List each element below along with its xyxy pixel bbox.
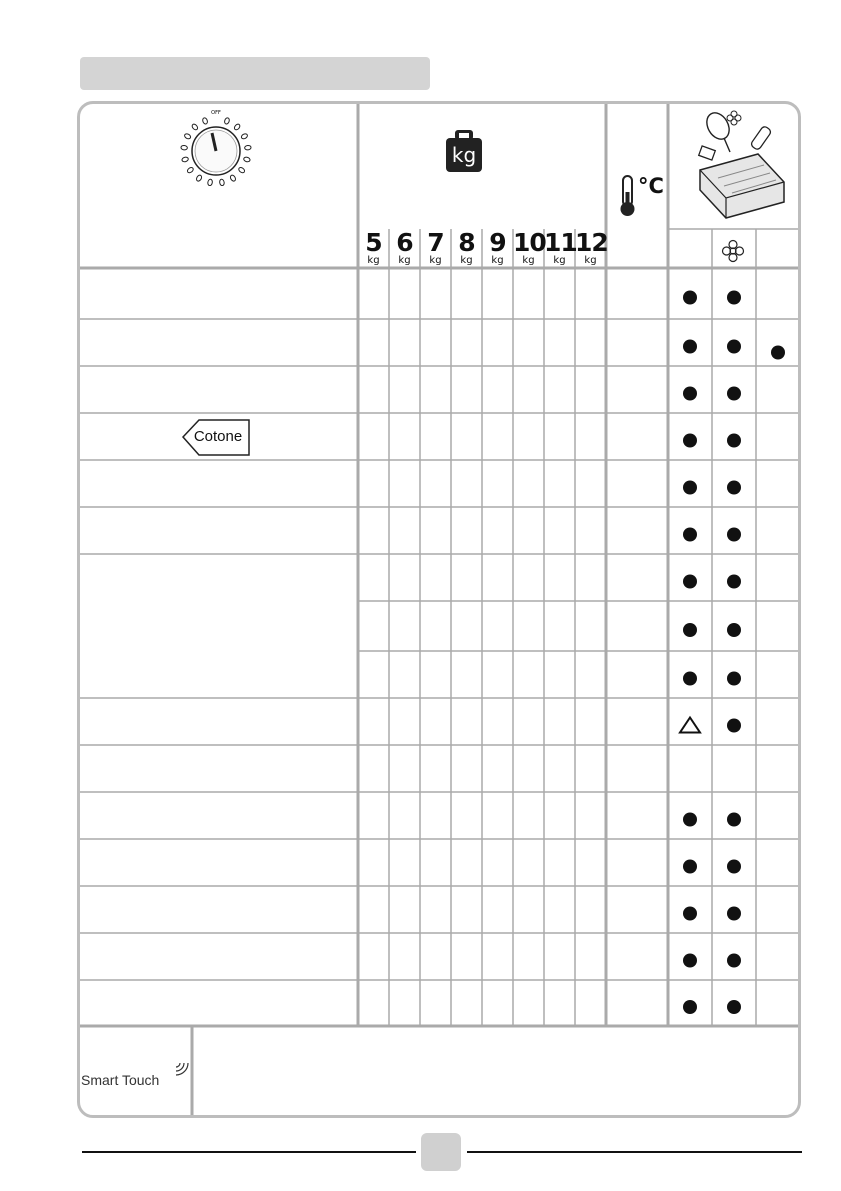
mark-dot (727, 719, 741, 733)
mark-dot (727, 528, 741, 542)
dial-position-marker (224, 117, 230, 125)
mark-dot (683, 672, 697, 686)
capacity-unit: kg (553, 255, 566, 266)
dial-position-marker (184, 133, 192, 140)
dial-position-marker (243, 156, 250, 162)
capacity-unit: kg (460, 255, 473, 266)
capacity-number: 11 (544, 228, 577, 257)
cotone-label: Cotone (193, 428, 243, 445)
dial-position-marker (238, 166, 246, 173)
capacity-unit: kg (398, 255, 411, 266)
mark-dot (727, 860, 741, 874)
weight-kg-icon (446, 130, 482, 172)
mark-dot (727, 954, 741, 968)
mark-dot (683, 860, 697, 874)
capacity-label (358, 228, 389, 266)
capacity-label (389, 228, 420, 266)
capacity-number: 5 (365, 228, 382, 257)
page-number-tab (421, 1133, 461, 1171)
capacity-label (513, 228, 546, 266)
mark-dot (683, 575, 697, 589)
dial-position-marker (229, 174, 236, 182)
mark-dot (771, 346, 785, 360)
mark-dot (683, 387, 697, 401)
capacity-number: 12 (575, 228, 608, 257)
mark-triangle (680, 718, 700, 733)
capacity-unit: kg (367, 255, 380, 266)
mark-dot (683, 291, 697, 305)
footer-rule-left (82, 1151, 416, 1153)
kg-icon-text: kg (451, 143, 477, 167)
mark-dot (683, 1000, 697, 1014)
dial-position-marker (244, 145, 251, 150)
dial-position-marker (207, 179, 213, 186)
dial-position-marker (181, 156, 188, 162)
mark-dot (683, 954, 697, 968)
mark-dot (683, 481, 697, 495)
softener-flower-icon (721, 239, 745, 263)
capacity-number: 10 (513, 228, 546, 257)
mark-dot (683, 340, 697, 354)
capacity-number: 9 (489, 228, 506, 257)
dial-position-marker (219, 179, 225, 186)
capacity-number: 7 (427, 228, 444, 257)
capacity-number: 6 (396, 228, 413, 257)
mark-dot (683, 434, 697, 448)
detergent-drawer-icon (688, 108, 798, 226)
mark-dot (727, 340, 741, 354)
temperature-label: °C (638, 174, 664, 198)
wireless-signal-icon (174, 1061, 190, 1077)
mark-dot (727, 907, 741, 921)
capacity-unit: kg (491, 255, 504, 266)
mark-dot (683, 813, 697, 827)
dial-position-marker (202, 117, 208, 125)
program-dial-icon (176, 102, 256, 186)
mark-dot (683, 907, 697, 921)
capacity-label (544, 228, 577, 266)
capacity-unit: kg (584, 255, 597, 266)
capacity-unit: kg (522, 255, 535, 266)
dial-position-marker (186, 166, 194, 173)
dial-position-marker (241, 133, 249, 140)
mark-dot (727, 481, 741, 495)
mark-dot (727, 1000, 741, 1014)
mark-dot (683, 623, 697, 637)
capacity-label (575, 228, 608, 266)
mark-dot (727, 291, 741, 305)
footer-rule-right (467, 1151, 802, 1153)
mark-dot (727, 575, 741, 589)
dial-position-marker (181, 145, 188, 150)
capacity-unit: kg (429, 255, 442, 266)
smart-touch-text: Smart Touch (81, 1072, 160, 1088)
smart-touch-label (81, 1072, 159, 1088)
mark-dot (727, 434, 741, 448)
capacity-number: 8 (458, 228, 475, 257)
mark-dot (683, 528, 697, 542)
dial-position-marker (233, 123, 241, 131)
dial-off-label: OFF (211, 110, 221, 116)
mark-dot (727, 387, 741, 401)
capacity-label (482, 228, 513, 266)
dial-position-marker (191, 123, 199, 131)
mark-dot (727, 672, 741, 686)
capacity-label (451, 228, 482, 266)
mark-dot (727, 623, 741, 637)
dial-position-marker (195, 174, 202, 182)
mark-dot (727, 813, 741, 827)
capacity-label (420, 228, 451, 266)
thermometer-icon (618, 174, 638, 218)
